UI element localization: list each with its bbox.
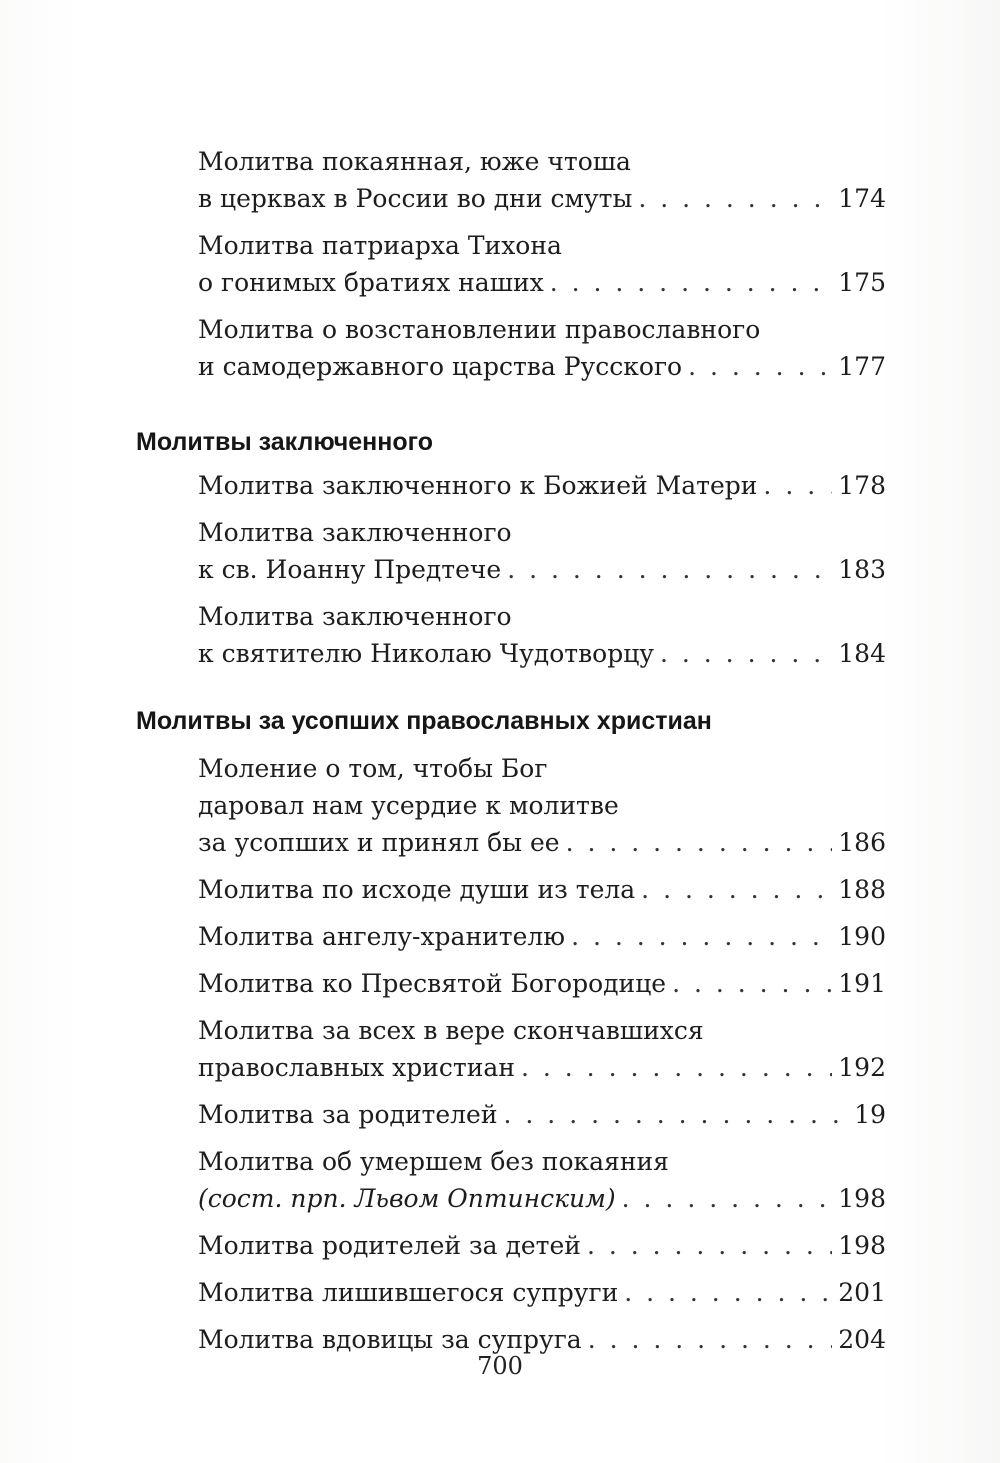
dot-leader [622, 1180, 833, 1217]
toc-entry-text: и самодержавного царства Русского [198, 352, 683, 381]
dot-leader [624, 1274, 832, 1311]
toc-entry-final-line [198, 551, 886, 588]
toc-entry-line: Моление о том, чтобы Бог [198, 754, 548, 783]
toc-entry-line: Молитва об умершем без покаяния [198, 1147, 669, 1176]
toc-page-number: 198 [838, 1184, 886, 1213]
toc-page-number: 198 [838, 1231, 886, 1260]
toc-entry-line: даровал нам усердие к молитве [198, 791, 619, 820]
dot-leader [521, 1049, 832, 1086]
toc-entry-final-line [198, 965, 886, 1002]
toc-page-number: 191 [838, 969, 886, 998]
toc-entry [198, 871, 886, 908]
toc-entry-text: в церквах в России во дни смуты [198, 184, 633, 213]
toc-page-number: 192 [838, 1053, 886, 1082]
section-title: Молитвы за усопших православных христиан [136, 707, 712, 735]
page-footer-number: 700 [477, 1352, 523, 1380]
toc-entry [198, 311, 886, 385]
dot-leader [587, 1227, 832, 1264]
toc-entry [198, 227, 886, 301]
toc-entry [198, 1227, 886, 1264]
toc-entry [198, 750, 886, 861]
toc-page-number: 188 [838, 875, 886, 904]
toc-entry [198, 598, 886, 672]
dot-leader [763, 467, 832, 504]
toc-entry [198, 143, 886, 217]
toc-entry-line: Молитва за всех в вере скончавшихся [198, 1016, 704, 1045]
toc-entry-final-line [198, 180, 886, 217]
toc-entry-text: Молитва вдовицы за супруга [198, 1325, 582, 1354]
toc-entry [198, 918, 886, 955]
toc-entry-text: Молитва лишившегося супруги [198, 1278, 619, 1307]
dot-leader [504, 1096, 849, 1133]
toc-page-number: 184 [838, 639, 886, 668]
toc-group-unnamed [136, 143, 886, 385]
dot-leader [507, 551, 832, 588]
toc-entry-text: Молитва за родителей [198, 1100, 498, 1129]
toc-page-number: 186 [838, 828, 886, 857]
toc-page-number: 174 [838, 184, 886, 213]
toc-entry [198, 1274, 886, 1311]
toc-entry-final-line [198, 1227, 886, 1264]
toc-entry-final-line [198, 824, 886, 861]
toc-entry-text: к св. Иоанну Предтече [198, 555, 502, 584]
toc-entry-text: о гонимых братиях наших [198, 268, 544, 297]
toc-group-prisoner [136, 425, 886, 672]
toc-entry-final-line [198, 1096, 886, 1133]
dot-leader [660, 635, 832, 672]
toc-page-number: 178 [838, 471, 886, 500]
toc-entry [198, 1012, 886, 1086]
toc-entry-final-line [198, 1049, 886, 1086]
toc-entry-final-line [198, 1274, 886, 1311]
toc-entry [198, 965, 886, 1002]
dot-leader [641, 871, 832, 908]
toc-entry-text: Молитва заключенного к Божией Матери [198, 471, 758, 500]
table-of-contents [136, 143, 886, 1358]
toc-page-number: 204 [838, 1325, 886, 1354]
toc-entry [198, 467, 886, 504]
toc-entry-text: за усопших и принял бы ее [198, 828, 560, 857]
toc-entry-final-line [198, 871, 886, 908]
toc-entry-line: Молитва патриарха Тихона [198, 231, 562, 260]
dot-leader [672, 965, 832, 1002]
dot-leader [688, 348, 832, 385]
toc-entry-text: православных христиан [198, 1053, 515, 1082]
toc-entry-line: Молитва о возстановлении православного [198, 315, 761, 344]
toc-entry-line: Молитва покаянная, юже чтоша [198, 147, 631, 176]
dot-leader [566, 824, 833, 861]
toc-entry-text: Молитва ангелу-хранителю [198, 922, 566, 951]
dot-leader [571, 918, 832, 955]
toc-entry-final-line [198, 918, 886, 955]
toc-entry-final-line [198, 1180, 886, 1217]
toc-entry-text: Молитва ко Пресвятой Богородице [198, 969, 667, 998]
toc-group-departed [136, 704, 886, 1358]
toc-page-number: 190 [838, 922, 886, 951]
toc-entry-text: Молитва по исходе души из тела [198, 875, 636, 904]
toc-entry-final-line [198, 635, 886, 672]
toc-entry-line: Молитва заключенного [198, 602, 512, 631]
toc-page-number: 175 [838, 268, 886, 297]
toc-entry [198, 514, 886, 588]
toc-page-number: 19 [854, 1100, 886, 1129]
toc-entry-final-line [198, 348, 886, 385]
toc-entry [198, 1143, 886, 1217]
toc-entry-text: к святителю Николаю Чудотворцу [198, 639, 654, 668]
toc-entry-final-line [198, 264, 886, 301]
toc-entry-final-line [198, 467, 886, 504]
section-title: Молитвы заключенного [136, 428, 433, 456]
toc-entry-text: Молитва родителей за детей [198, 1231, 581, 1260]
toc-entry-line: Молитва заключенного [198, 518, 512, 547]
toc-entry [198, 1096, 886, 1133]
dot-leader [550, 264, 833, 301]
dot-leader [638, 180, 832, 217]
toc-page-number: 177 [838, 352, 886, 381]
toc-page-number: 183 [838, 555, 886, 584]
toc-entry-text: (сост. прп. Львом Оптинским) [198, 1184, 616, 1213]
toc-page-number: 201 [838, 1278, 886, 1307]
